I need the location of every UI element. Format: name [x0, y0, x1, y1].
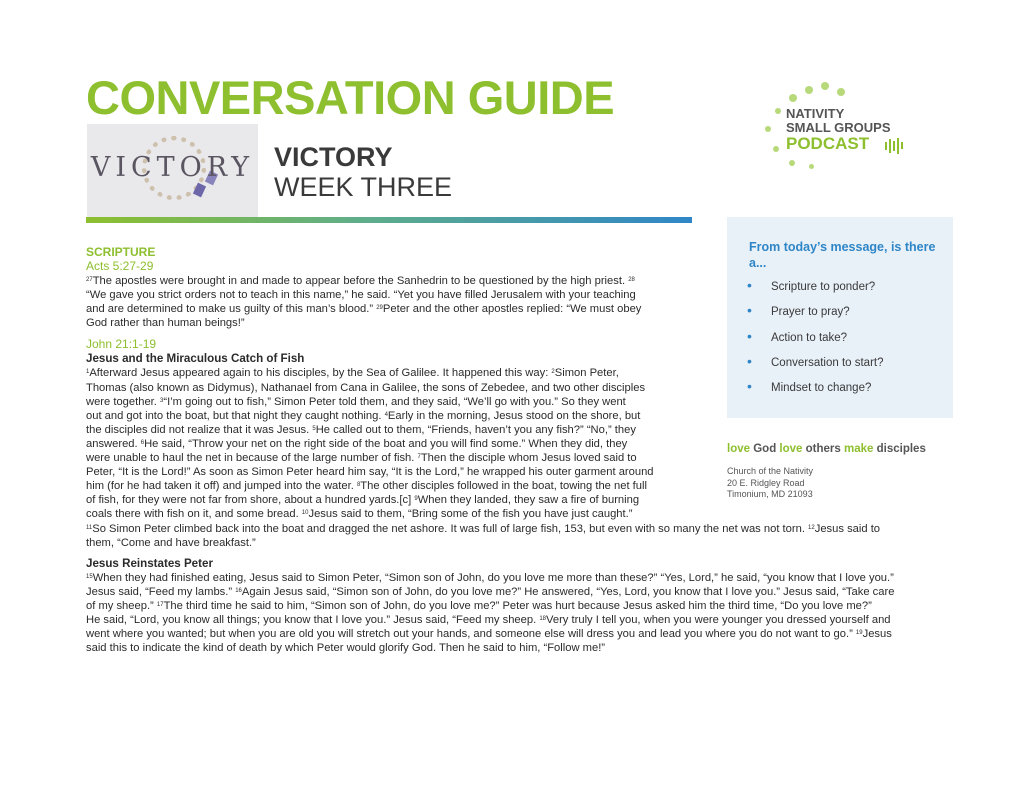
church-address: [727, 466, 813, 501]
passage-line: Jesus said to: [814, 522, 881, 535]
verse-number: 4: [384, 411, 388, 418]
passage-line: coals there with fish on it, and some bread.: [86, 508, 299, 521]
passage-line: When they had finished eating, Jesus said to Simon Peter, “Simon son of John, do you love me more than these?” “Yes, Lord,” he said, “you know that I love you.”: [92, 571, 894, 584]
logo-dot: [773, 146, 779, 152]
passage-line: The third time he said to him, “Simon son of John, do you love me?” Peter was hurt because Jesus asked him the third time, “Do you love me?”: [163, 599, 872, 612]
verse-number: 11: [86, 524, 93, 531]
bullet-icon: •: [747, 277, 752, 293]
passage-line: Afterward Jesus appeared again to his disciples, by the Sea of Galilee. It happened this way:: [89, 367, 549, 380]
bullet-icon: •: [747, 352, 752, 369]
passage-line: He called out to them, “Friends, haven’t you any fish?” “No,” they: [315, 423, 636, 436]
verse-number: 12: [808, 524, 815, 531]
tagline-word: others: [805, 443, 841, 455]
logo-dot: [805, 86, 813, 94]
passage-line: He said, “Throw your net on the right side of the boat and you will find some.” When they did, they: [144, 437, 628, 450]
logo-dot: [809, 164, 814, 169]
passage-line: answered.: [86, 437, 138, 450]
series-title: VICTORY: [274, 142, 393, 172]
passage-line: Early in the morning, Jesus stood on the shore, but: [387, 409, 641, 422]
passage-line: Peter, “It is the Lord!” As soon as Simon Peter heard him say, “It is the Lord,” he wrapped his outer garment around: [86, 466, 654, 479]
list-item-label: Conversation to start?: [771, 356, 884, 369]
tagline-word: love: [779, 443, 803, 455]
list-item-label: Action to take?: [771, 331, 848, 344]
passage-line: The apostles were brought in and made to appear before the Sanhedrin to be questioned by the high priest.: [92, 275, 626, 288]
list-item: [747, 278, 884, 303]
passage-line: out and got into the boat, but that night they caught nothing.: [86, 409, 382, 422]
verse-number: 29: [376, 305, 383, 312]
tagline-word: God: [753, 443, 777, 455]
verse-number: 5: [312, 425, 316, 432]
verse-number: 9: [414, 496, 418, 503]
passage-line: The other disciples followed in the boat, towing the net full: [360, 480, 647, 493]
verse-number: 16: [235, 587, 242, 594]
tagline: [727, 443, 926, 455]
list-item-label: Mindset to change?: [771, 382, 872, 395]
passage-line: So Simon Peter climbed back into the boat and dragged the net ashore. It was full of large fish, 153, but even with so many the net was not torn.: [92, 522, 805, 535]
logo-dot: [765, 126, 771, 132]
logo-text-nativity: NATIVITY: [786, 106, 845, 121]
list-item: [747, 303, 884, 328]
scripture-passage-reinstatement: [86, 571, 946, 656]
verse-number: 10: [301, 510, 309, 517]
verse-number: 17: [156, 601, 164, 608]
passage-line: him (for he had taken it off) and jumped into the water.: [86, 480, 354, 493]
scripture-heading: SCRIPTURE: [86, 245, 156, 259]
passage-line: of my sheep.”: [86, 599, 154, 612]
passage-line: Jesus: [862, 628, 892, 641]
passage-line: said this to indicate the kind of death by which Peter would glorify God. Then he said to him, “Follow me!”: [86, 642, 606, 655]
passage-line: and are determined to make us guilty of this man’s blood.”: [86, 303, 374, 316]
passage-line: were together.: [86, 395, 157, 408]
banner-word: VICTORY: [90, 152, 255, 183]
bullet-icon: •: [747, 327, 752, 344]
scripture-passage-acts: [86, 274, 691, 330]
verse-number: 3: [160, 397, 164, 404]
passage-line: He said, “Lord, you know all things; you know that I love you.” Jesus said, “Feed my sheep.: [86, 613, 537, 626]
passage-line: “I’m going out to fish,” Simon Peter told them, and they said, “We’ll go with you.” So they went: [163, 395, 626, 408]
passage-line: went where you wanted; but when you are old you will stretch out your hands, and someone else will dress you and lead you where you do not want to go.”: [86, 628, 853, 641]
list-item: [747, 354, 884, 379]
passage-line: of fish, for they were not far from shore, about a hundred yards.[c]: [86, 494, 412, 507]
logo-dot: [837, 88, 845, 96]
list-item: [747, 379, 884, 404]
scripture-reference-acts: Acts 5:27-29: [86, 259, 154, 274]
bullet-icon: •: [747, 378, 752, 395]
passage-line: Jesus said, “Feed my lambs.”: [86, 585, 233, 598]
logo-dot: [821, 82, 829, 90]
page-title: CONVERSATION GUIDE: [86, 71, 615, 124]
reflection-list: [747, 278, 884, 404]
passage-line: the disciples did not realize that it was Jesus.: [86, 423, 310, 436]
passage-line: God rather than human beings!”: [86, 317, 245, 330]
address-line: Church of the Nativity: [727, 466, 814, 476]
verse-number: 6: [140, 439, 145, 446]
verse-number: 28: [628, 277, 635, 284]
list-item-label: Scripture to ponder?: [771, 281, 876, 293]
list-item: [747, 329, 884, 354]
tagline-word: disciples: [876, 443, 926, 455]
week-label: WEEK THREE: [274, 172, 453, 202]
verse-number: 19: [855, 630, 863, 637]
verse-number: 15: [86, 573, 93, 580]
address-line: 20 E. Ridgley Road: [727, 477, 805, 488]
bullet-icon: •: [747, 302, 752, 319]
list-item-label: Prayer to pray?: [771, 306, 850, 319]
verse-number: 2: [551, 369, 555, 376]
tagline-word: make: [844, 443, 874, 455]
passage-line: When they landed, they saw a fire of burning: [417, 494, 640, 507]
passage-line: Thomas (also known as Didymus), Nathanael from Cana in Galilee, the sons of Zebedee, and two other disciples: [86, 381, 646, 394]
passage-line: them, “Come and have breakfast.”: [86, 536, 256, 549]
passage-line: were unable to haul the net in because of the large number of fish.: [86, 452, 415, 465]
passage-subheading: Jesus and the Miraculous Catch of Fish: [86, 352, 305, 366]
podcast-logo: [763, 80, 923, 175]
passage-line: Then the disciple whom Jesus loved said to: [420, 452, 637, 465]
passage-line: Very truly I tell you, when you were younger you dressed yourself and: [546, 613, 891, 626]
logo-dot: [789, 94, 797, 102]
verse-number: 1: [86, 369, 90, 376]
passage-line: Jesus said to them, “Bring some of the fish you have just caught.”: [308, 508, 633, 521]
verse-number: 27: [86, 277, 93, 284]
verse-number: 7: [417, 454, 421, 461]
passage-subheading: Jesus Reinstates Peter: [86, 556, 213, 570]
scripture-reference-john: John 21:1-19: [86, 337, 157, 352]
tagline-word: love: [727, 443, 751, 455]
address-line: Timonium, MD 21093: [727, 489, 813, 499]
logo-text-podcast: PODCAST: [786, 134, 870, 153]
passage-line: Again Jesus said, “Simon son of John, do you love me?” He answered, “Yes, Lord, you know that I love you.” Jesus said, “Take care: [241, 585, 895, 598]
verse-number: 8: [356, 482, 361, 489]
logo-dot: [775, 108, 781, 114]
reflection-heading: From today’s message, is there a...: [749, 240, 936, 270]
passage-line: Simon Peter,: [554, 367, 619, 380]
soundwave-icon: [885, 137, 905, 155]
logo-text-small-groups: SMALL GROUPS: [786, 120, 891, 135]
reflection-panel: [727, 217, 953, 418]
verse-number: 18: [539, 615, 547, 622]
gradient-divider: [86, 217, 692, 223]
passage-line: Peter and the other apostles replied: “We must obey: [382, 303, 642, 316]
passage-line: “We gave you strict orders not to teach in this name,” he said. “Yet you have filled Jerusalem with your teaching: [86, 289, 636, 302]
logo-dot: [789, 160, 795, 166]
series-banner-image: [87, 124, 258, 218]
scripture-passage-john: [86, 366, 691, 521]
